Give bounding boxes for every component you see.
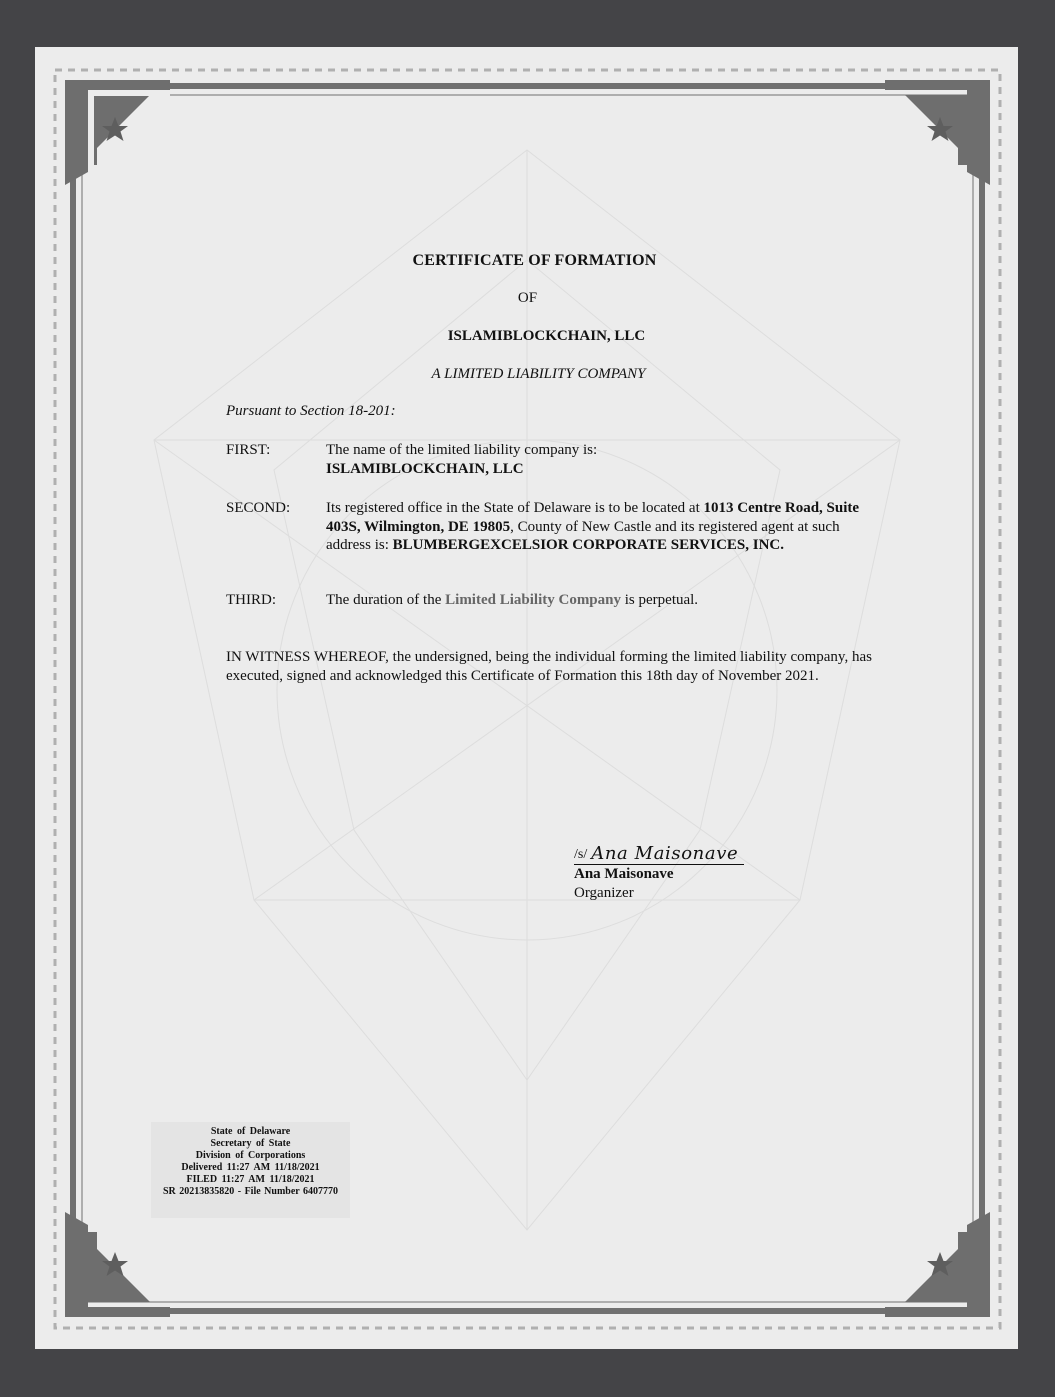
pursuant-section: Pursuant to Section 18-201: — [226, 403, 396, 419]
filing-stamp: State of Delaware Secretary of State Division of Corporations Delivered 11:27 AM 11/18/2021 FILED 11:27 AM 11/18/2021 SR 20213835820 - File Number 6407770 — [151, 1122, 350, 1218]
signer-role: Organizer — [574, 885, 634, 901]
registered-agent: BLUMBERGEXCELSIOR CORPORATE SERVICES, INC. — [392, 537, 785, 553]
signature-line — [574, 842, 744, 865]
handwritten-signature: Ana Maisonave — [591, 843, 739, 864]
witness-paragraph: IN WITNESS WHEREOF, the undersigned, being the individual forming the limited liability company, has executed, signed and acknowledged this Certificate of Formation this 18th day of November 2021. — [226, 649, 872, 684]
article-label: FIRST: — [226, 442, 271, 458]
signature-prefix: /s/ — [574, 847, 588, 862]
article-label: THIRD: — [226, 592, 276, 608]
document-title: CERTIFICATE OF FORMATION — [412, 252, 657, 269]
llc-name: ISLAMIBLOCKCHAIN, LLC — [326, 460, 524, 477]
highlight-text: Limited Liability Company — [445, 592, 621, 608]
company-name-heading: ISLAMIBLOCKCHAIN, LLC — [447, 328, 646, 344]
registered-address: 1013 Centre Road, Suite 403S, Wilmington, DE 19805 — [326, 500, 860, 535]
signature-block — [574, 842, 744, 903]
article-label: SECOND: — [226, 500, 291, 516]
article-text: The duration of the Limited Liability Company is perpetual. — [326, 592, 699, 608]
article-text: The name of the limited liability company is: ISLAMIBLOCKCHAIN, LLC — [326, 441, 874, 478]
document-of: OF — [517, 290, 538, 306]
signer-name: Ana Maisonave — [574, 866, 674, 882]
company-type: A LIMITED LIABILITY COMPANY — [431, 366, 646, 382]
article-text: Its registered office in the State of Delaware is to be located at 1013 Centre Road, Suite 403S, Wilmington, DE 19805, County of New Castle and its registered agent at such address is: BLUMBERGEXCELSIOR CORPORATE SERVICES, INC. — [326, 500, 860, 553]
